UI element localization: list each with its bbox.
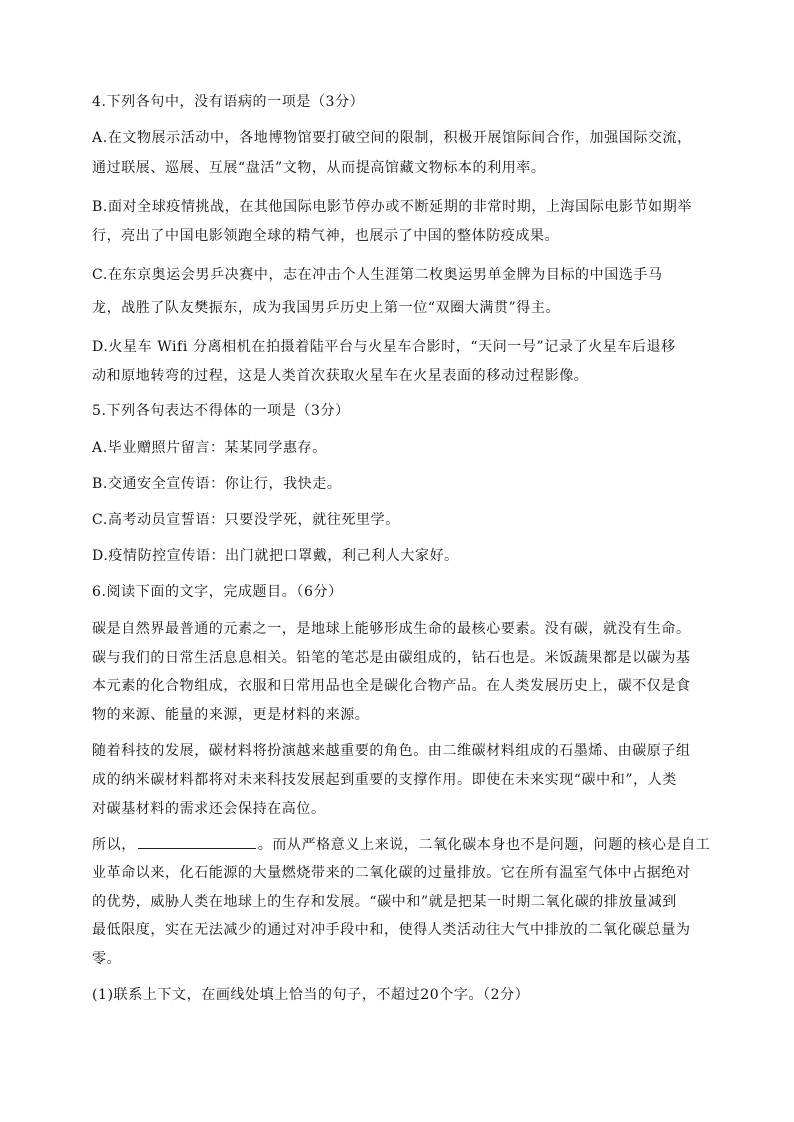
- q4-option-c-line-2: 龙，战胜了队友樊振东，成为我国男乒历史上第一位“双圈大满贯”得主。: [92, 300, 561, 316]
- q5-option-b: B.交通安全宣传语：你让行，我快走。: [92, 476, 342, 492]
- q5-option-d: D.疫情防控宣传语：出门就把口罩戴，利己利人大家好。: [92, 548, 459, 564]
- q4-option-b-line-1: B.面对全球疫情挑战，在其他国际电影节停办或不断延期的非常时期，上海国际电影节如期举: [92, 199, 692, 215]
- passage-p3-line-2: 业革命以来，化石能源的大量燃烧带来的二氧化碳的过量排放。它在所有温室气体中占据绝对: [92, 865, 691, 881]
- passage-p3-line-3: 的优势，威胁人类在地球上的生存和发展。“碳中和”就是把某一时期二氧化碳的排放量减到: [92, 894, 677, 910]
- passage-p1-line-1: 碳是自然界最普通的元素之一，是地球上能够形成生命的最核心要素。没有碳，就没有生命。: [92, 621, 691, 637]
- q4-option-a-line-2: 通过联展、巡展、互展“盘活”文物，从而提高馆藏文物标本的利用率。: [92, 160, 546, 176]
- passage-p1-line-2: 碳与我们的日常生活息息相关。铅笔的笔芯是由碳组成的，钻石也是。米饭蔬果都是以碳为基: [92, 650, 691, 666]
- question-5-stem: 5.下列各句表达不得体的一项是（3分）: [92, 403, 350, 419]
- passage-p2-line-1: 随着科技的发展，碳材料将扮演越来越重要的角色。由二维碳材料组成的石墨烯、由碳原子组: [92, 743, 691, 759]
- q4-option-b-line-2: 行，亮出了中国电影领跑全球的精气神，也展示了中国的整体防疫成果。: [92, 228, 560, 244]
- passage-p1-line-4: 物的来源、能量的来源，更是材料的来源。: [92, 707, 370, 723]
- passage-p3-line-4: 最低限度，实在无法减少的通过对冲手段中和，使得人类活动往大气中排放的二氧化碳总量为: [92, 922, 691, 938]
- q4-option-d-line-2: 动和原地转弯的过程，这是人类首次获取火星车在火星表面的移动过程影像。: [92, 368, 589, 384]
- q4-option-d-line-1: D.火星车 Wifi 分离相机在拍摄着陆平台与火星车合影时，“天问一号”记录了火星车后退移: [92, 339, 676, 355]
- fill-in-blank-line: [138, 836, 256, 849]
- passage-p3-line-1: [92, 835, 710, 855]
- sub-question-1: (1)联系上下文，在画线处填上恰当的句子，不超过20个字。（2分）: [92, 987, 530, 1003]
- q5-option-a: A.毕业赠照片留言：某某同学惠存。: [92, 440, 327, 456]
- passage-p3-line-5: 零。: [92, 951, 122, 967]
- question-4-stem: 4.下列各句中，没有语病的一项是（3分）: [92, 94, 365, 110]
- passage-p3-prefix: 所以，: [92, 837, 136, 853]
- passage-p1-line-3: 本元素的化合物组成，衣服和日常用品也全是碳化合物产品。在人类发展历史上，碳不仅是食: [92, 678, 691, 694]
- question-6-stem: 6.阅读下面的文字，完成题目。（6分）: [92, 584, 343, 600]
- q5-option-c: C.高考动员宣誓语：只要没学死，就往死里学。: [92, 512, 400, 528]
- passage-p3-after-blank: 。而从严格意义上来说，二氧化碳本身也不是问题，问题的核心是自工: [257, 837, 711, 853]
- q4-option-c-line-1: C.在东京奥运会男乒决赛中，志在冲击个人生涯第二枚奥运男单金牌为目标的中国选手马: [92, 267, 663, 283]
- passage-p2-line-3: 对碳基材料的需求还会保持在高位。: [92, 801, 326, 817]
- q4-option-a-line-1: A.在文物展示活动中，各地博物馆要打破空间的限制，积极开展馆际间合作，加强国际交流，: [92, 130, 692, 146]
- passage-p2-line-2: 成的纳米碳材料都将对未来科技发展起到重要的支撑作用。即使在未来实现“碳中和”，人类: [92, 772, 677, 788]
